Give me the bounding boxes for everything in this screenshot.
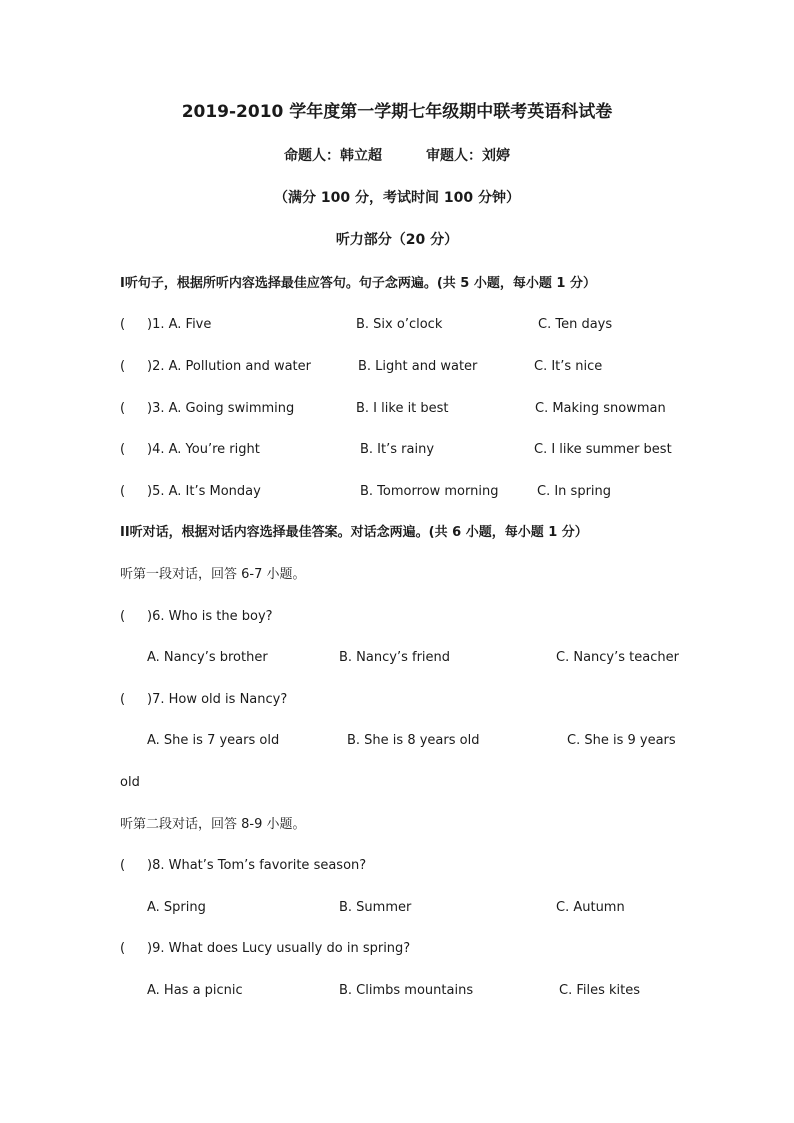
q2-option-b: B. Light and water [358,359,478,374]
q1-option-c: C. Ten days [538,317,613,332]
q7-option-c: C. She is 9 years [567,733,676,748]
q6-option-b: B. Nancy’s friend [339,650,451,665]
q1-option-b: B. Six o’clock [356,317,443,332]
q4-option-c: C. I like summer best [534,442,672,457]
answer-blank[interactable]: ( [120,401,126,416]
section1-instruction: I听句子，根据所听内容选择最佳应答句。句子念两遍。(共 5 小题，每小题 1 分） [120,276,596,291]
section2-instruction: II听对话，根据对话内容选择最佳答案。对话念两遍。(共 6 小题，每小题 1 分） [120,525,588,540]
answer-blank[interactable]: ( [120,941,126,956]
q4-option-b: B. It’s rainy [360,442,435,457]
dialog1-instruction: 听第一段对话，回答 6-7 小题。 [120,567,306,582]
part-title: 听力部分（20 分） [335,232,459,248]
q6-stem: )6. Who is the boy? [147,609,273,624]
exam-title: 2019-2010 学年度第一学期七年级期中联考英语科试卷 [181,102,613,122]
answer-blank[interactable]: ( [120,484,126,499]
q5-option-a: )5. A. It’s Monday [147,484,261,499]
answer-blank[interactable]: ( [120,858,126,873]
q7-option-a: A. She is 7 years old [147,733,280,748]
q3-option-c: C. Making snowman [535,401,666,416]
answer-blank[interactable]: ( [120,692,126,707]
q4-option-a: )4. A. You’re right [147,442,260,457]
answer-blank[interactable]: ( [120,317,126,332]
q9-option-b: B. Climbs mountains [339,983,474,998]
dialog2-instruction: 听第二段对话，回答 8-9 小题。 [120,817,306,832]
q6-option-a: A. Nancy’s brother [147,650,268,665]
q8-option-c: C. Autumn [556,900,625,915]
q7-option-c-wrap: old [120,775,140,790]
setter-label: 命题人：韩立超 [284,148,382,164]
q9-option-c: C. Files kites [559,983,641,998]
q2-option-c: C. It’s nice [534,359,603,374]
q7-stem: )7. How old is Nancy? [147,692,288,707]
q7-option-b: B. She is 8 years old [347,733,480,748]
reviewer-label: 审题人：刘婷 [426,148,510,164]
q9-stem: )9. What does Lucy usually do in spring? [147,941,411,956]
q5-option-b: B. Tomorrow morning [360,484,499,499]
score-info: （满分 100 分，考试时间 100 分钟） [274,190,520,206]
author-line [0,148,794,164]
q8-option-a: A. Spring [147,900,206,915]
q1-option-a: )1. A. Five [147,317,212,332]
q2-option-a: )2. A. Pollution and water [147,359,311,374]
q5-option-c: C. In spring [537,484,612,499]
q8-option-b: B. Summer [339,900,412,915]
q8-stem: )8. What’s Tom’s favorite season? [147,858,367,873]
q9-option-a: A. Has a picnic [147,983,243,998]
answer-blank[interactable]: ( [120,442,126,457]
answer-blank[interactable]: ( [120,609,126,624]
answer-blank[interactable]: ( [120,359,126,374]
q3-option-b: B. I like it best [356,401,449,416]
q6-option-c: C. Nancy’s teacher [556,650,679,665]
q3-option-a: )3. A. Going swimming [147,401,295,416]
